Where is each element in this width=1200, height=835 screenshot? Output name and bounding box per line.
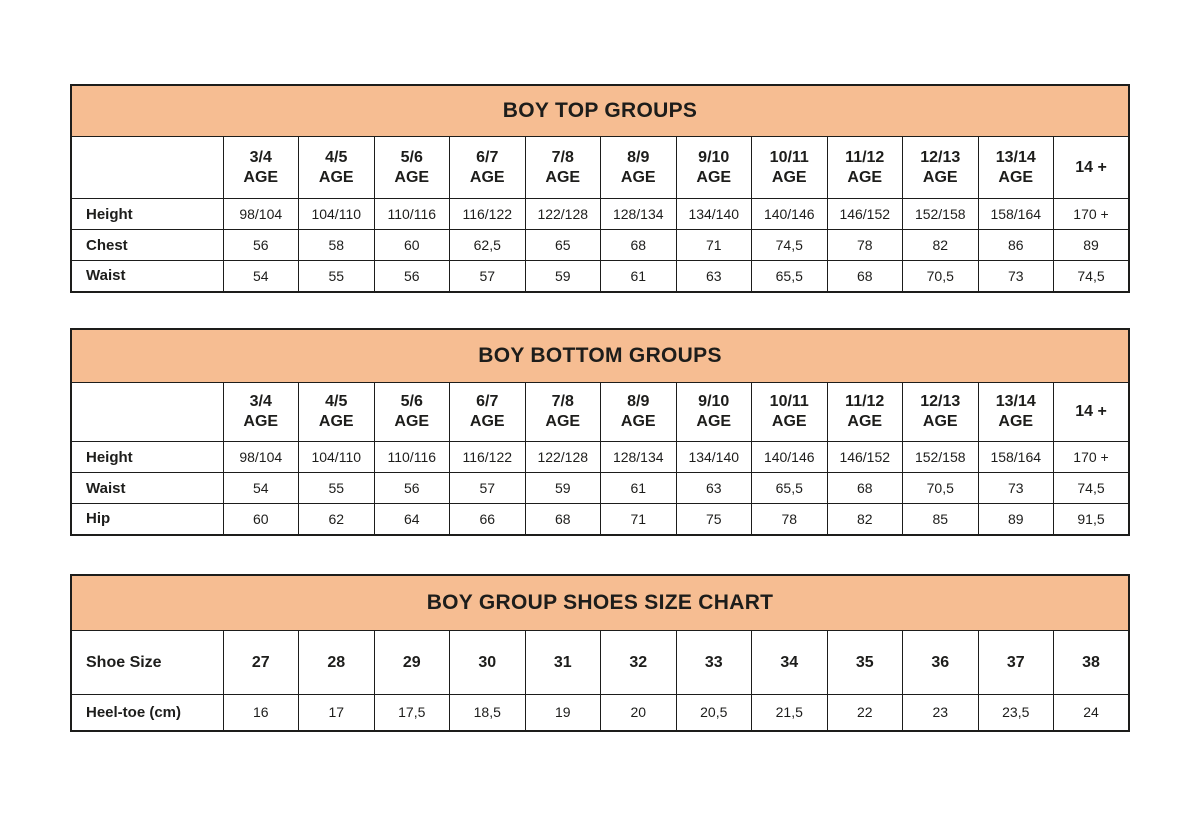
- column-header-line1: 9/10: [698, 148, 730, 166]
- data-cell: 70,5: [903, 261, 979, 292]
- data-cell: 71: [676, 230, 752, 261]
- data-cell: 170 +: [1054, 442, 1130, 473]
- data-cell: 56: [374, 261, 450, 292]
- data-cell: 134/140: [676, 199, 752, 230]
- column-header-line2: AGE: [545, 413, 581, 430]
- column-header-line2: AGE: [243, 413, 279, 430]
- data-cell: 22: [827, 695, 903, 731]
- column-header-line1: 9/10: [698, 393, 730, 410]
- column-header-line1: 5/6: [400, 148, 423, 166]
- data-cell: 134/140: [676, 442, 752, 473]
- column-header: [1054, 631, 1130, 695]
- corner-cell: [71, 137, 223, 199]
- data-cell: 73: [978, 473, 1054, 504]
- data-cell: 56: [374, 473, 450, 504]
- column-header-line2: AGE: [696, 168, 732, 186]
- column-header-line1: 7/8: [551, 148, 574, 166]
- data-cell: 55: [299, 473, 375, 504]
- data-cell: 68: [827, 473, 903, 504]
- column-header-line2: AGE: [771, 413, 807, 430]
- column-header: [752, 137, 828, 199]
- data-cell: 91,5: [1054, 504, 1130, 535]
- column-header: [752, 631, 828, 695]
- data-cell: 89: [978, 504, 1054, 535]
- column-header: [223, 631, 299, 695]
- column-header: [374, 631, 450, 695]
- column-header: [601, 383, 677, 442]
- data-cell: 20: [601, 695, 677, 731]
- data-cell: 63: [676, 473, 752, 504]
- data-cell: 63: [676, 261, 752, 292]
- column-header-line1: 36: [931, 653, 950, 671]
- data-cell: 152/158: [903, 199, 979, 230]
- data-cell: 140/146: [752, 199, 828, 230]
- data-cell: 74,5: [1054, 261, 1130, 292]
- row-label: Waist: [71, 261, 223, 292]
- data-cell: 116/122: [450, 199, 526, 230]
- column-header-line2: AGE: [847, 413, 883, 430]
- column-header: [299, 137, 375, 199]
- data-cell: 104/110: [299, 199, 375, 230]
- column-header: [601, 631, 677, 695]
- table-row: [71, 473, 1129, 504]
- column-header-line1: 32: [629, 653, 648, 671]
- column-header: [1054, 137, 1130, 199]
- column-header-line2: AGE: [696, 413, 732, 430]
- table-row: [71, 199, 1129, 230]
- data-cell: 20,5: [676, 695, 752, 731]
- data-cell: 122/128: [525, 442, 601, 473]
- column-header: [903, 383, 979, 442]
- data-cell: 170 +: [1054, 199, 1130, 230]
- column-header-line1: 4/5: [325, 148, 348, 166]
- data-cell: 140/146: [752, 442, 828, 473]
- column-header-line1: 3/4: [249, 148, 272, 166]
- column-header: [978, 137, 1054, 199]
- data-cell: 56: [223, 230, 299, 261]
- table-row: [71, 695, 1129, 731]
- data-cell: 59: [525, 473, 601, 504]
- column-header-line1: 8/9: [627, 393, 650, 410]
- column-header: [827, 383, 903, 442]
- column-header-line2: AGE: [394, 413, 430, 430]
- column-header-line2: AGE: [545, 168, 581, 186]
- data-cell: 66: [450, 504, 526, 535]
- data-cell: 61: [601, 261, 677, 292]
- data-cell: 122/128: [525, 199, 601, 230]
- data-cell: 65: [525, 230, 601, 261]
- boy-shoes-size-chart-title: BOY GROUP SHOES SIZE CHART: [71, 575, 1129, 631]
- data-cell: 86: [978, 230, 1054, 261]
- data-cell: 158/164: [978, 199, 1054, 230]
- column-header-line1: 6/7: [476, 148, 499, 166]
- column-header-line1: 27: [251, 653, 270, 671]
- data-cell: 104/110: [299, 442, 375, 473]
- column-header-line1: 7/8: [551, 393, 574, 410]
- data-cell: 60: [223, 504, 299, 535]
- column-header: [676, 631, 752, 695]
- data-cell: 23: [903, 695, 979, 731]
- data-cell: 54: [223, 261, 299, 292]
- data-cell: 110/116: [374, 199, 450, 230]
- data-cell: 158/164: [978, 442, 1054, 473]
- column-header: [299, 383, 375, 442]
- column-header-line1: 13/14: [995, 393, 1036, 410]
- column-header: [1054, 383, 1130, 442]
- column-header: [978, 631, 1054, 695]
- column-header-line1: 11/12: [845, 393, 885, 410]
- data-cell: 98/104: [223, 442, 299, 473]
- column-header-line1: 34: [780, 653, 799, 671]
- data-cell: 110/116: [374, 442, 450, 473]
- column-header-line1: 13/14: [995, 148, 1036, 166]
- data-cell: 85: [903, 504, 979, 535]
- column-header-line1: 12/13: [920, 393, 961, 410]
- data-cell: 98/104: [223, 199, 299, 230]
- column-header-line2: AGE: [318, 168, 354, 186]
- boy-bottom-groups-title: BOY BOTTOM GROUPS: [71, 329, 1129, 383]
- data-cell: 74,5: [752, 230, 828, 261]
- data-cell: 146/152: [827, 442, 903, 473]
- column-header-line1: 5/6: [400, 393, 423, 410]
- column-header: [978, 383, 1054, 442]
- data-cell: 82: [827, 504, 903, 535]
- data-cell: 57: [450, 261, 526, 292]
- data-cell: 82: [903, 230, 979, 261]
- column-header-line2: AGE: [847, 168, 883, 186]
- table-row: [71, 261, 1129, 292]
- data-cell: 65,5: [752, 261, 828, 292]
- data-cell: 70,5: [903, 473, 979, 504]
- column-header-line2: AGE: [469, 413, 505, 430]
- column-header: [903, 137, 979, 199]
- column-header: [525, 137, 601, 199]
- column-header-line1: 12/13: [920, 148, 961, 166]
- column-header: [525, 383, 601, 442]
- row-label: Height: [71, 199, 223, 230]
- data-cell: 78: [827, 230, 903, 261]
- data-cell: 54: [223, 473, 299, 504]
- table-row: [71, 230, 1129, 261]
- data-cell: 73: [978, 261, 1054, 292]
- column-header-line2: AGE: [620, 168, 656, 186]
- data-cell: 75: [676, 504, 752, 535]
- data-cell: 78: [752, 504, 828, 535]
- corner-cell: [71, 383, 223, 442]
- data-cell: 68: [525, 504, 601, 535]
- column-header-line1: 33: [704, 653, 723, 671]
- data-cell: 57: [450, 473, 526, 504]
- column-header-line2: AGE: [620, 413, 656, 430]
- column-header-line2: AGE: [469, 168, 505, 186]
- column-header: [827, 137, 903, 199]
- column-header-line2: AGE: [922, 413, 958, 430]
- data-cell: 61: [601, 473, 677, 504]
- data-cell: 55: [299, 261, 375, 292]
- data-cell: 71: [601, 504, 677, 535]
- data-cell: 116/122: [450, 442, 526, 473]
- data-cell: 21,5: [752, 695, 828, 731]
- data-cell: 59: [525, 261, 601, 292]
- data-cell: 19: [525, 695, 601, 731]
- boy-bottom-groups-table: [70, 328, 1130, 536]
- column-header: [601, 137, 677, 199]
- data-cell: 62,5: [450, 230, 526, 261]
- column-header-line1: 10/11: [769, 148, 809, 166]
- data-cell: 24: [1054, 695, 1130, 731]
- column-header: [827, 631, 903, 695]
- column-header: [752, 383, 828, 442]
- column-header-line1: 28: [327, 653, 346, 671]
- table-row: [71, 504, 1129, 535]
- data-cell: 23,5: [978, 695, 1054, 731]
- column-header-line1: 30: [478, 653, 497, 671]
- column-header: [223, 137, 299, 199]
- data-cell: 128/134: [601, 442, 677, 473]
- column-header-line1: 8/9: [627, 148, 650, 166]
- column-header-line2: AGE: [243, 168, 279, 186]
- column-header: [223, 383, 299, 442]
- table-row: [71, 442, 1129, 473]
- column-header-line2: AGE: [922, 168, 958, 186]
- column-header-line1: 10/11: [769, 393, 809, 410]
- column-header: [299, 631, 375, 695]
- column-header-line1: 11/12: [845, 148, 885, 166]
- row-label: Hip: [71, 504, 223, 535]
- column-header-line1: 37: [1006, 653, 1025, 671]
- column-header: [676, 383, 752, 442]
- data-cell: 17,5: [374, 695, 450, 731]
- column-header: [450, 137, 526, 199]
- column-header: [374, 383, 450, 442]
- data-cell: 146/152: [827, 199, 903, 230]
- column-header-line1: 14 +: [1075, 403, 1107, 420]
- column-header-line1: 4/5: [325, 393, 348, 410]
- column-header-line2: AGE: [394, 168, 430, 186]
- data-cell: 128/134: [601, 199, 677, 230]
- data-cell: 60: [374, 230, 450, 261]
- data-cell: 16: [223, 695, 299, 731]
- row-label: Height: [71, 442, 223, 473]
- data-cell: 68: [601, 230, 677, 261]
- row-label: Chest: [71, 230, 223, 261]
- shoe-size-row-label: Shoe Size: [71, 631, 223, 695]
- data-cell: 18,5: [450, 695, 526, 731]
- data-cell: 68: [827, 261, 903, 292]
- boy-shoes-size-chart-table: [70, 574, 1130, 732]
- column-header-line2: AGE: [998, 168, 1034, 186]
- column-header-line2: AGE: [771, 168, 807, 186]
- column-header-line1: 6/7: [476, 393, 499, 410]
- column-header: [374, 137, 450, 199]
- column-header-line1: 31: [553, 653, 572, 671]
- column-header: [525, 631, 601, 695]
- column-header: [450, 383, 526, 442]
- data-cell: 62: [299, 504, 375, 535]
- column-header: [676, 137, 752, 199]
- data-cell: 64: [374, 504, 450, 535]
- column-header-line2: AGE: [998, 413, 1034, 430]
- data-cell: 152/158: [903, 442, 979, 473]
- row-label: Waist: [71, 473, 223, 504]
- column-header-line1: 14 +: [1075, 158, 1107, 176]
- data-cell: 58: [299, 230, 375, 261]
- boy-top-groups-table: [70, 84, 1130, 293]
- data-cell: 89: [1054, 230, 1130, 261]
- data-cell: 74,5: [1054, 473, 1130, 504]
- column-header: [903, 631, 979, 695]
- column-header-line1: 3/4: [249, 393, 272, 410]
- boy-top-groups-title: BOY TOP GROUPS: [71, 85, 1129, 137]
- column-header-line1: 29: [402, 653, 421, 671]
- row-label: Heel-toe (cm): [71, 695, 223, 731]
- column-header-line1: 35: [855, 653, 874, 671]
- data-cell: 65,5: [752, 473, 828, 504]
- column-header: [450, 631, 526, 695]
- column-header-line1: 38: [1082, 653, 1100, 671]
- column-header-line2: AGE: [318, 413, 354, 430]
- data-cell: 17: [299, 695, 375, 731]
